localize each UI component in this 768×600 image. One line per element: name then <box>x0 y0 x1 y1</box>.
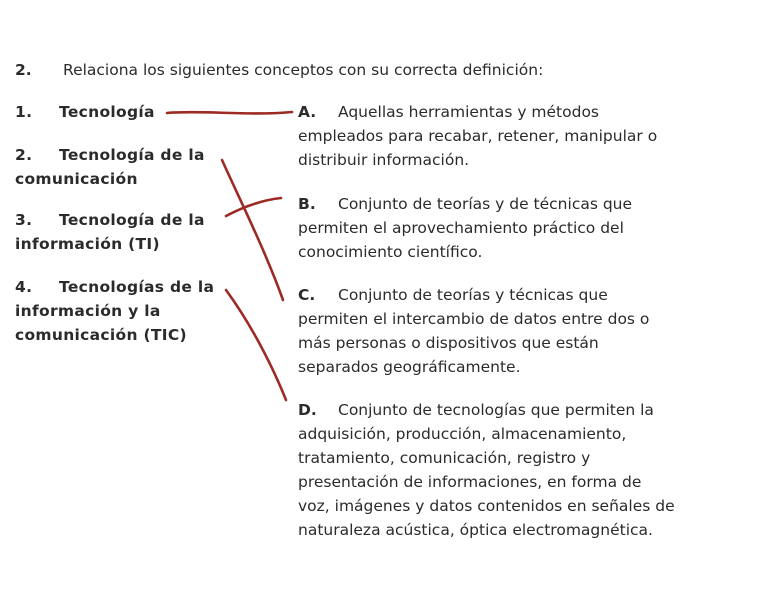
match-line-2-c <box>222 160 283 300</box>
question-number: 2. <box>15 61 32 79</box>
term-4: 4. Tecnologías de la información y la comunicación (TIC) <box>15 278 215 344</box>
definition-a: A. Aquellas herramientas y métodos empleados para recabar, retener, manipular o distribuir información. <box>298 103 658 169</box>
match-line-3-b <box>226 198 281 216</box>
term-3: 3. Tecnología de la información (TI) <box>15 211 205 253</box>
definition-b: B. Conjunto de teorías y de técnicas que permiten el aprovechamiento práctico del conocimiento científico. <box>298 195 633 261</box>
definition-d: D. Conjunto de tecnologías que permiten la adquisición, producción, almacenamiento, tratamiento, comunicación, registro y presentación de informaciones, en forma de voz, imágenes y datos contenidos en señales de naturaleza acústica, óptica electromagnética. <box>298 401 675 539</box>
term-1: 1. Tecnología <box>15 103 155 121</box>
match-line-4-d <box>226 290 286 400</box>
question-text: Relaciona los siguientes conceptos con su correcta definición: <box>63 61 544 79</box>
match-line-1-a <box>167 112 292 113</box>
definition-c: C. Conjunto de teorías y técnicas que permiten el intercambio de datos entre dos o más personas o dispositivos que están separados geográficamente. <box>298 286 650 376</box>
term-2: 2. Tecnología de la comunicación <box>15 146 205 188</box>
